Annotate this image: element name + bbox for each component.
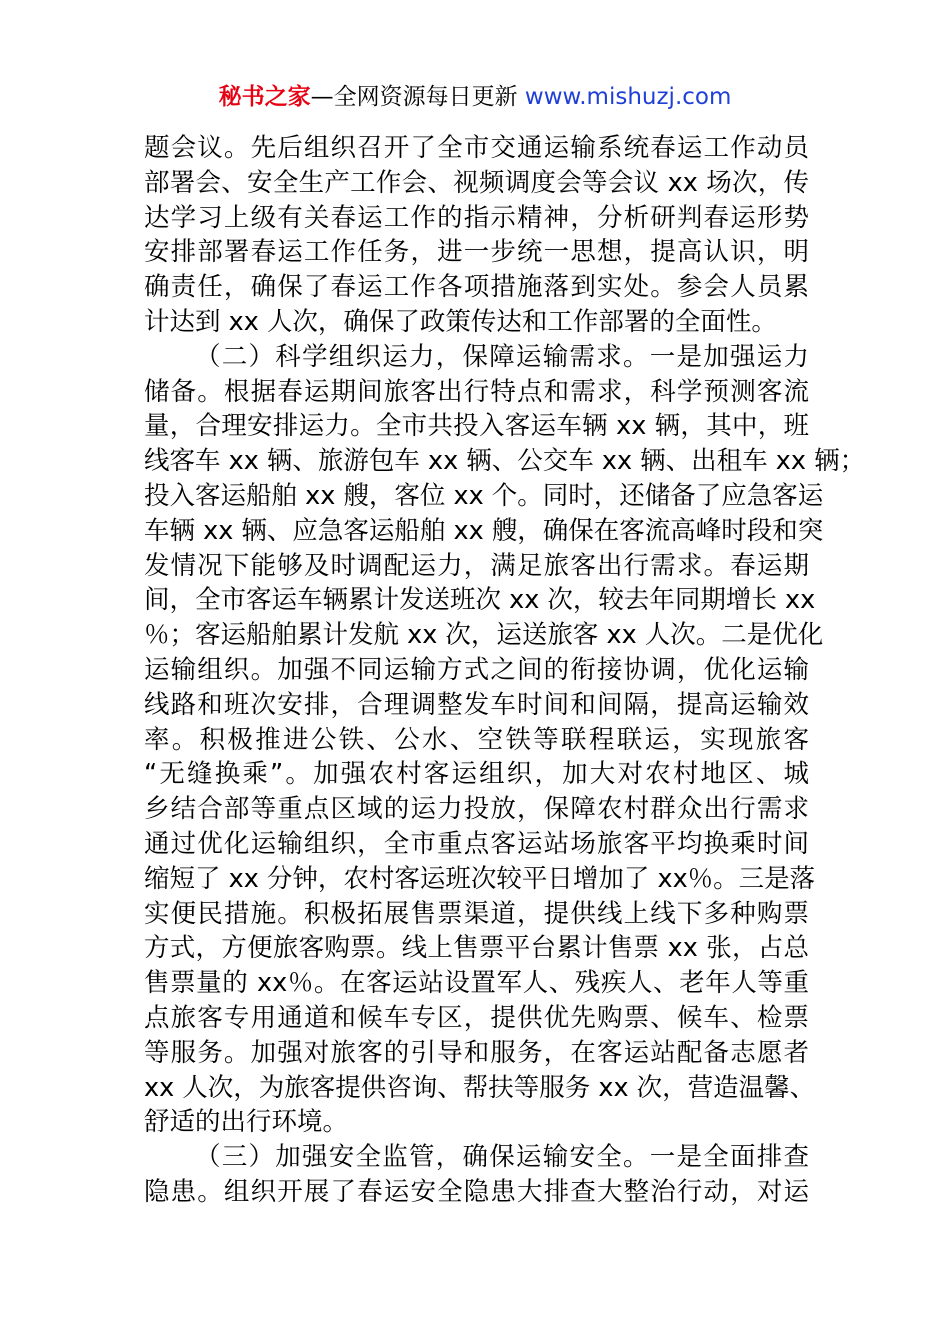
- text-line: 线路和班次安排，合理调整发车时间和间隔，提高运输效: [144, 689, 809, 720]
- text-line: 率。积极推进公铁、公水、空铁等联程联运，实现旅客: [144, 724, 809, 755]
- section-heading-line: （二）科学组织运力，保障运输需求。一是加强运力: [195, 341, 809, 372]
- website-url: www.mishuzj.com: [524, 84, 732, 110]
- text-line: 方式，方便旅客购票。线上售票平台累计售票 xx 张，占总: [144, 933, 809, 964]
- section-heading-line: （三）加强安全监管，确保运输安全。一是全面排查: [195, 1142, 809, 1173]
- text-line: 量，合理安排运力。全市共投入客运车辆 xx 辆，其中，班: [144, 411, 809, 442]
- text-line: 舒适的出行环境。: [144, 1107, 349, 1138]
- text-line: 线客车 xx 辆、旅游包车 xx 辆、公交车 xx 辆、出租车 xx 辆；: [144, 446, 866, 477]
- text-line: “无缝换乘”。加强农村客运组织，加大对农村地区、城: [144, 759, 809, 790]
- text-line: 售票量的 xx％。在客运站设置军人、残疾人、老年人等重: [144, 968, 809, 999]
- header-dash: —: [310, 84, 334, 110]
- brand-name: 秘书之家: [218, 84, 311, 110]
- header-slogan: 全网资源每日更新: [333, 84, 518, 110]
- text-line: 投入客运船舶 xx 艘，客位 xx 个。同时，还储备了应急客运: [144, 480, 824, 511]
- text-line: 储备。根据春运期间旅客出行特点和需求，科学预测客流: [144, 376, 809, 407]
- text-line: 间，全市客运车辆累计发送班次 xx 次，较去年同期增长 xx: [144, 585, 816, 616]
- text-line: 确责任，确保了春运工作各项措施落到实处。参会人员累: [144, 272, 809, 303]
- text-line: 题会议。先后组织召开了全市交通运输系统春运工作动员: [144, 133, 809, 163]
- page-header: [0, 80, 950, 114]
- text-line: xx 人次，为旅客提供咨询、帮扶等服务 xx 次，营造温馨、: [144, 1072, 816, 1103]
- text-line: 通过优化运输组织，全市重点客运站场旅客平均换乘时间: [144, 828, 809, 859]
- text-line: 部署会、安全生产工作会、视频调度会等会议 xx 场次，传: [144, 167, 809, 198]
- text-line: 乡结合部等重点区域的运力投放，保障农村群众出行需求: [144, 794, 809, 825]
- text-line: 缩短了 xx 分钟，农村客运班次较平日增加了 xx％。三是落: [144, 863, 816, 894]
- text-line: ％；客运船舶累计发航 xx 次，运送旅客 xx 人次。二是优化: [144, 620, 824, 651]
- text-line: 达学习上级有关春运工作的指示精神，分析研判春运形势: [144, 202, 809, 233]
- text-line: 运输组织。加强不同运输方式之间的衔接协调，优化运输: [144, 654, 809, 685]
- text-line: 点旅客专用通道和候车专区，提供优先购票、候车、检票: [144, 1002, 809, 1033]
- text-line: 隐患。组织开展了春运安全隐患大排查大整治行动，对运: [144, 1176, 809, 1207]
- text-line: 等服务。加强对旅客的引导和服务，在客运站配备志愿者: [144, 1037, 809, 1068]
- text-line: 计达到 xx 人次，确保了政策传达和工作部署的全面性。: [144, 306, 777, 337]
- document-body: [144, 131, 866, 1210]
- text-line: 车辆 xx 辆、应急客运船舶 xx 艘，确保在客流高峰时段和突: [144, 515, 824, 546]
- text-line: 安排部署春运工作任务，进一步统一思想，提高认识，明: [144, 237, 809, 268]
- text-line: 实便民措施。积极拓展售票渠道，提供线上线下多种购票: [144, 898, 809, 929]
- text-line: 发情况下能够及时调配运力，满足旅客出行需求。春运期: [144, 550, 809, 581]
